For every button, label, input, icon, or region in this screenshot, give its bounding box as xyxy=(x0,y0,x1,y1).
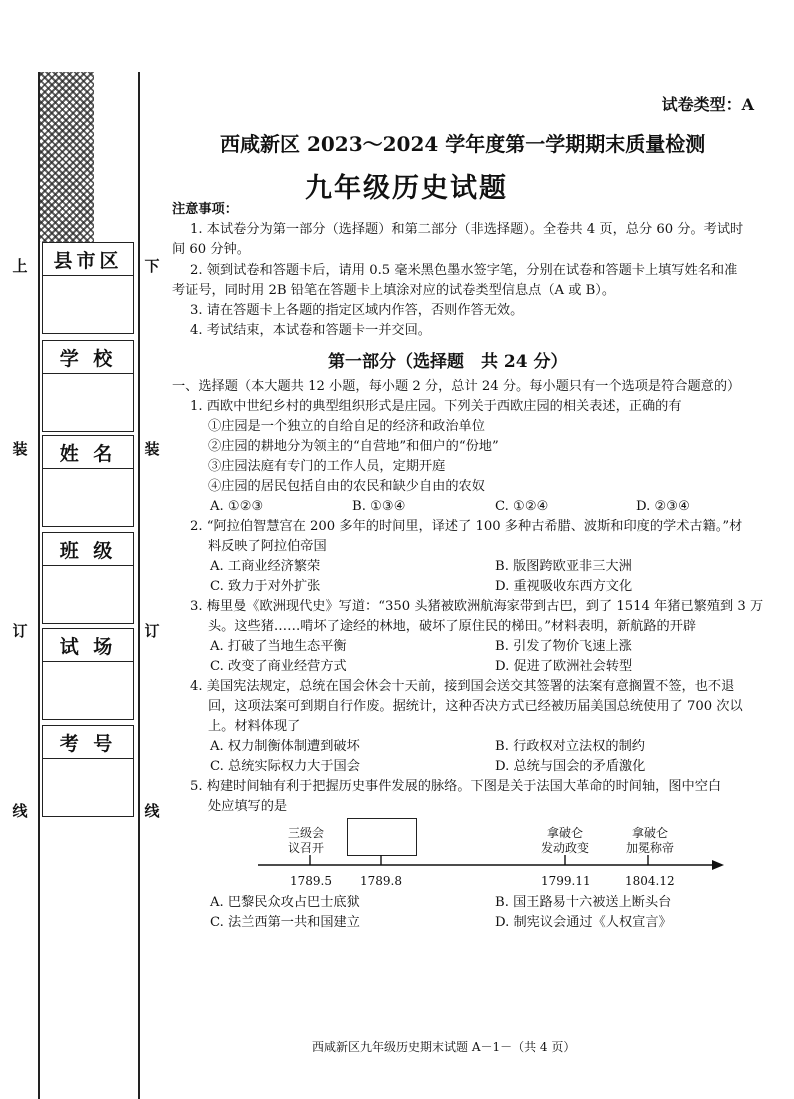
binding-char-left-4: 线 xyxy=(12,802,28,820)
q1-option-d[interactable]: D. ②③④ xyxy=(636,499,690,514)
q1-option-c[interactable]: C. ①②④ xyxy=(495,499,549,514)
q4-stem: 回，这项法案可到期自行作废。据统计，这种否决方式已经被历届美国总统使用了 700 次以 xyxy=(208,699,743,714)
q4-option-b[interactable]: B. 行政权对立法权的制约 xyxy=(495,739,645,754)
page-title: 西咸新区 2023～2024 学年度第一学期期末质量检测 xyxy=(220,132,706,156)
binding-line-left xyxy=(38,72,40,1099)
page-subtitle: 九年级历史试题 xyxy=(305,173,508,204)
field-label-class: 班 级 xyxy=(43,533,133,566)
part-title: 第一部分（选择题 共 24 分） xyxy=(328,352,568,372)
q5-stem: 5. 构建时间轴有利于把握历史事件发展的脉络。下图是关于法国大革命的时间轴，图中空白 xyxy=(190,779,722,794)
q5-option-d[interactable]: D. 制宪议会通过《人权宣言》 xyxy=(495,915,672,930)
field-box-school[interactable] xyxy=(42,340,134,432)
q3-option-c[interactable]: C. 改变了商业经营方式 xyxy=(210,659,347,674)
q1-item: ③庄园法庭有专门的工作人员，定期开庭 xyxy=(208,459,446,474)
timeline-arrow-icon xyxy=(712,860,724,870)
q3-option-b[interactable]: B. 引发了物价飞速上涨 xyxy=(495,639,632,654)
notice-line: 间 60 分钟。 xyxy=(172,242,250,257)
binding-char-right-1: 下 xyxy=(144,257,160,275)
q1-option-a[interactable]: A. ①②③ xyxy=(210,499,264,514)
timeline-date-2: 1789.8 xyxy=(360,874,402,888)
q3-stem: 头。这些猪……啃坏了途经的林地，破坏了原住民的梯田。”材料表明，新航路的开辟 xyxy=(208,619,697,634)
paper-type: 试卷类型：A xyxy=(661,95,754,114)
field-box-name[interactable] xyxy=(42,435,134,527)
q4-option-a[interactable]: A. 权力制衡体制遭到破坏 xyxy=(210,739,360,754)
q4-option-c[interactable]: C. 总统实际权力大于国会 xyxy=(210,759,360,774)
q2-stem: 料反映了阿拉伯帝国 xyxy=(208,539,327,554)
q5-stem: 处应填写的是 xyxy=(208,799,288,814)
field-label-exam-room: 试 场 xyxy=(43,629,133,662)
timeline-label-1: 三级会 议召开 xyxy=(288,826,325,855)
binding-char-right-4: 线 xyxy=(144,802,160,820)
q2-option-b[interactable]: B. 版图跨欧亚非三大洲 xyxy=(495,559,632,574)
q1-item: ①庄园是一个独立的自给自足的经济和政治单位 xyxy=(208,419,485,434)
q1-option-b[interactable]: B. ①③④ xyxy=(352,499,406,514)
notice-line: 1. 本试卷分为第一部分（选择题）和第二部分（非选择题）。全卷共 4 页，总分 60 分。考试时 xyxy=(190,222,744,237)
q5-option-a[interactable]: A. 巴黎民众攻占巴士底狱 xyxy=(210,895,360,910)
q4-stem: 4. 美国宪法规定，总统在国会休会十天前，接到国会送交其签署的法案有意搁置不签，也不退 xyxy=(190,679,735,694)
binding-char-left-1: 上 xyxy=(12,257,28,275)
q1-stem: 1. 西欧中世纪乡村的典型组织形式是庄园。下列关于西欧庄园的相关表述，正确的有 xyxy=(190,399,682,414)
section-heading: 一、选择题（本大题共 12 小题，每小题 2 分，总计 24 分。每小题只有一个选项是符合题意的） xyxy=(172,379,741,394)
timeline-label-4: 拿破仑 加冕称帝 xyxy=(626,826,675,855)
q2-option-c[interactable]: C. 致力于对外扩张 xyxy=(210,579,321,594)
field-box-class[interactable] xyxy=(42,532,134,624)
q1-item: ④庄园的居民包括自由的农民和缺少自由的农奴 xyxy=(208,479,485,494)
notice-line: 2. 领到试卷和答题卡后，请用 0.5 毫米黑色墨水签字笔，分别在试卷和答题卡上填写姓名和准 xyxy=(190,263,738,278)
q4-stem: 上。材料体现了 xyxy=(208,719,301,734)
q5-option-c[interactable]: C. 法兰西第一共和国建立 xyxy=(210,915,360,930)
q3-option-a[interactable]: A. 打破了当地生态平衡 xyxy=(210,639,347,654)
q2-option-a[interactable]: A. 工商业经济繁荣 xyxy=(210,559,321,574)
notice-line: 考证号，同时用 2B 铅笔在答题卡上填涂对应的试卷类型信息点（A 或 B）。 xyxy=(172,283,616,298)
notice-heading: 注意事项： xyxy=(172,202,238,217)
timeline-date-1: 1789.5 xyxy=(290,874,332,888)
q1-item: ②庄园的耕地分为领主的“自营地”和佃户的“份地” xyxy=(208,439,499,454)
q4-option-d[interactable]: D. 总统与国会的矛盾激化 xyxy=(495,759,646,774)
field-box-exam-number[interactable] xyxy=(42,725,134,817)
q3-stem: 3. 梅里曼《欧洲现代史》写道：“350 头猪被欧洲航海家带到古巴，到了 1514 年猪已繁殖到 3 万 xyxy=(190,599,764,614)
q3-option-d[interactable]: D. 促进了欧洲社会转型 xyxy=(495,659,633,674)
notice-line: 4. 考试结束，本试卷和答题卡一并交回。 xyxy=(190,323,431,338)
q2-option-d[interactable]: D. 重视吸收东西方文化 xyxy=(495,579,633,594)
binding-hatch-pattern xyxy=(38,72,94,242)
binding-char-left-3: 订 xyxy=(12,622,28,640)
timeline-date-4: 1804.12 xyxy=(625,874,675,888)
binding-line-right xyxy=(138,72,140,1099)
binding-char-right-2: 装 xyxy=(144,440,160,458)
page-footer: 西咸新区九年级历史期末试题 A－1－（共 4 页） xyxy=(312,1040,576,1054)
binding-char-left-2: 装 xyxy=(12,440,28,458)
field-label-exam-number: 考 号 xyxy=(43,726,133,759)
q2-stem: 2. “阿拉伯智慧宫在 200 多年的时间里，译述了 100 多种古希腊、波斯和印度的学术古籍。”材 xyxy=(190,519,743,534)
notice-line: 3. 请在答题卡上各题的指定区域内作答，否则作答无效。 xyxy=(190,303,524,318)
q5-option-b[interactable]: B. 国王路易十六被送上断头台 xyxy=(495,895,672,910)
field-label-name: 姓 名 xyxy=(43,436,133,469)
field-label-school: 学 校 xyxy=(43,341,133,374)
binding-char-right-3: 订 xyxy=(144,622,160,640)
timeline-date-3: 1799.11 xyxy=(541,874,591,888)
field-box-exam-room[interactable] xyxy=(42,628,134,720)
field-label-county: 县市区 xyxy=(43,243,133,276)
timeline-label-3: 拿破仑 发动政变 xyxy=(541,826,590,855)
field-box-county[interactable] xyxy=(42,242,134,334)
